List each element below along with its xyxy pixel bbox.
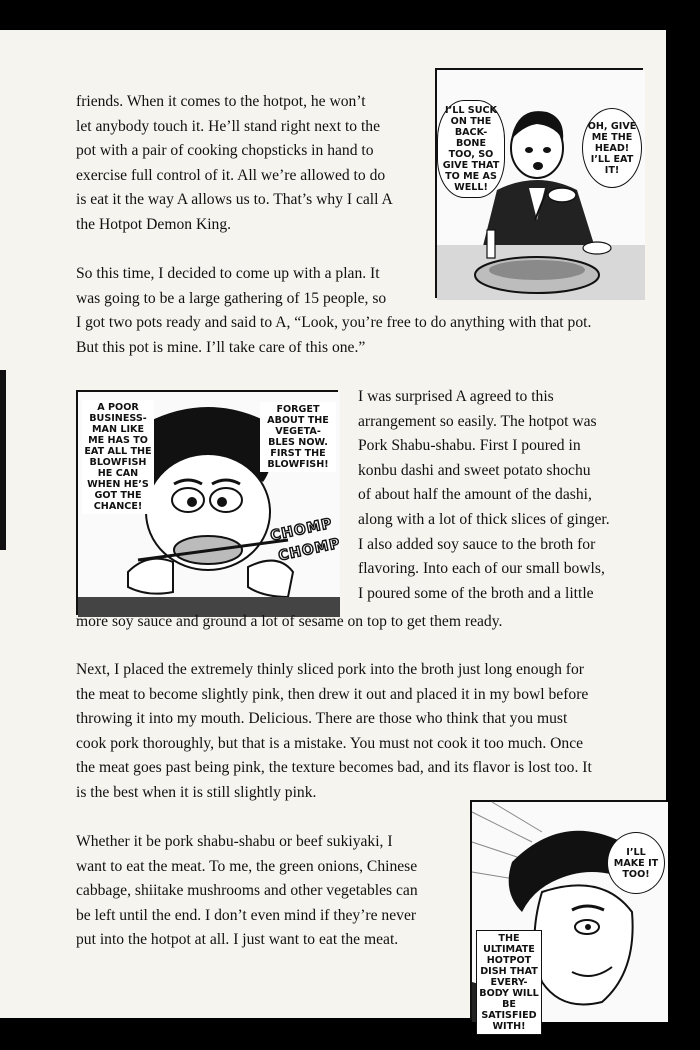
text-line: pot with a pair of cooking chopsticks in hand to	[76, 142, 374, 160]
book-page	[0, 30, 666, 1032]
text-line: along with a lot of thick slices of ginger.	[358, 510, 610, 528]
text-line: So this time, I decided to come up with a plan. It	[76, 265, 380, 282]
speech-bubble-head: OH, GIVE ME THE HEAD! I’LL EAT IT!	[582, 108, 642, 188]
text-line: let anybody touch it. He’ll stand right next to the	[76, 117, 381, 135]
text-line: flavoring. Into each of our small bowls,	[358, 560, 605, 578]
text-line: I got two pots ready and said to A, “Look, you’re free to do anything with that pot.	[76, 314, 592, 332]
text-line: the meat goes past being pink, the texture becomes bad, and its flavor is lost too. It	[76, 759, 592, 777]
text-line: Pork Shabu-shabu. First I poured in	[358, 437, 581, 455]
text-line: Next, I placed the extremely thinly sliced pork into the broth just long enough for	[76, 661, 584, 678]
text-line: put into the hotpot at all. I just want to eat the meat.	[76, 931, 399, 949]
text-line: I was surprised A agreed to this	[358, 388, 554, 405]
paragraph-1	[76, 90, 416, 238]
text-line: Whether it be pork shabu-shabu or beef sukiyaki, I	[76, 833, 393, 850]
text-line: the meat to become slightly pink, then drew it out and placed it in my bowl before	[76, 685, 589, 703]
text-line: But this pot is mine. I’ll take care of this one.”	[76, 338, 366, 356]
text-line: of about half the amount of the dashi,	[358, 486, 592, 504]
text-line: arrangement so easily. The hotpot was	[358, 412, 597, 430]
caption-poor-businessman: A POOR BUSINESS-MAN LIKE ME HAS TO EAT ALL THE BLOWFISH HE CAN WHEN HE’S GOT THE CHANCE!	[82, 400, 154, 514]
text-line: the Hotpot Demon King.	[76, 215, 232, 233]
paragraph-2	[76, 262, 646, 360]
paragraph-4	[76, 658, 656, 806]
text-line: exercise full control of it. All we’re allowed to do	[76, 166, 386, 184]
manga-panel-ultimate-hotpot	[470, 800, 666, 1032]
page-edge-strip	[0, 370, 6, 550]
text-line: want to eat the meat. To me, the green onions, Chinese	[76, 857, 418, 875]
text-line: throwing it into my mouth. Delicious. There are those who think that you must	[76, 710, 568, 728]
manga-panel-blowfish	[76, 390, 343, 615]
text-line: be left until the end. I don’t even mind if they’re never	[76, 906, 417, 924]
caption-ultimate-hotpot: THE ULTIMATE HOTPOT DISH THAT EVERY-BODY WILL BE SATISFIED WITH!	[476, 930, 542, 1035]
text-line: is the best when it is still slightly pink.	[76, 783, 317, 801]
text-line: cabbage, shiitake mushrooms and other vegetables can	[76, 882, 418, 900]
text-line: more soy sauce and ground a lot of sesame on top to get them ready.	[76, 613, 503, 630]
text-line: cook pork thoroughly, but that is a mistake. You must not cook it too much. Once	[76, 734, 584, 752]
paragraph-5	[76, 830, 456, 953]
text-line: friends. When it comes to the hotpot, he won’t	[76, 93, 366, 110]
sfx-chomp-1: CHOMP	[269, 515, 335, 545]
text-line: konbu dashi and sweet potato shochu	[358, 461, 591, 479]
speech-bubble-backbone: I’LL SUCK ON THE BACK-BONE TOO, SO GIVE THAT TO ME AS WELL!	[437, 100, 505, 198]
caption-forget-vegetables: FORGET ABOUT THE VEGETA-BLES NOW. FIRST THE BLOWFISH!	[260, 402, 336, 472]
sfx-chomp-2: CHOMP	[277, 535, 343, 565]
speech-bubble-make-it-too: I’LL MAKE IT TOO!	[607, 832, 665, 894]
text-line: I poured some of the broth and a little	[358, 584, 594, 602]
paragraph-3-tail	[76, 610, 656, 635]
paragraph-3	[358, 385, 658, 606]
text-line: I also added soy sauce to the broth for	[358, 535, 596, 553]
text-line: was going to be a large gathering of 15 people, so	[76, 289, 387, 307]
text-line: is eat it the way A allows us to. That’s why I call A	[76, 191, 393, 209]
